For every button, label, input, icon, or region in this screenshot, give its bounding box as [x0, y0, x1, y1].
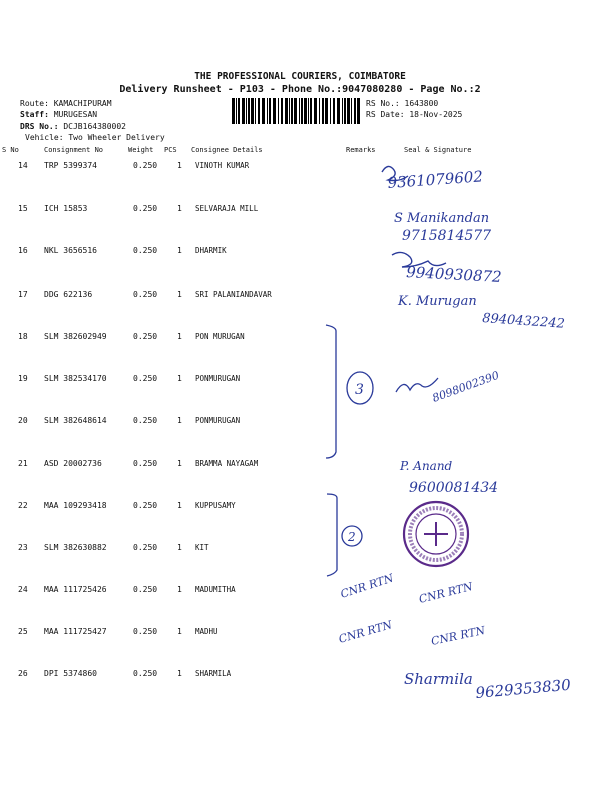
pcs-cell: 1: [177, 543, 182, 552]
col-pcs: PCS: [164, 146, 177, 154]
sno-cell: 18: [18, 332, 28, 341]
consignee-cell: SHARMILA: [195, 669, 232, 678]
barcode-bar: [255, 98, 256, 124]
barcode-bar: [299, 98, 300, 124]
sno-cell: 20: [18, 416, 28, 425]
consignee-cell: KIT: [195, 543, 209, 552]
weight-cell: 0.250: [133, 543, 158, 552]
barcode-bar: [351, 98, 352, 124]
sno-cell: 19: [18, 374, 28, 383]
consignee-cell: MADHU: [195, 627, 218, 636]
staff-line: [20, 110, 97, 119]
pcs-cell: 1: [177, 290, 182, 299]
barcode-bar: [248, 98, 250, 124]
sig15-phone: 9715814577: [402, 228, 492, 244]
col-weight: Weight: [128, 146, 154, 154]
bracket-18-20-count: 3: [355, 382, 364, 398]
table-row: [0, 627, 600, 643]
consignee-cell: BRAMMA NAYAGAM: [195, 459, 259, 468]
consignment-cell: ASD 20002736: [44, 459, 102, 468]
consignee-cell: SRI PALANIANDAVAR: [195, 290, 272, 299]
weight-cell: 0.250: [133, 585, 158, 594]
barcode-image: [232, 98, 360, 124]
weight-cell: 0.250: [133, 290, 158, 299]
consignee-cell: MADUMITHA: [195, 585, 236, 594]
barcode-bar: [325, 98, 328, 124]
runsheet-subtitle: Delivery Runsheet - P103 - Phone No.:9047080280 - Page No.:2: [119, 84, 481, 95]
sig16-phone: 9940930872: [405, 263, 503, 286]
staff-label: Staff:: [20, 110, 49, 119]
barcode-bar: [236, 98, 237, 124]
sig21-phone: 9600081434: [409, 480, 499, 496]
table-row: [0, 246, 600, 262]
table-row: [0, 543, 600, 559]
consignee-cell: KUPPUSAMY: [195, 501, 236, 510]
weight-cell: 0.250: [133, 416, 158, 425]
rs-date: RS Date: 18-Nov-2025: [366, 110, 463, 119]
table-row: [0, 585, 600, 601]
drs-value: DCJB164380002: [63, 122, 126, 131]
barcode-bar: [285, 98, 288, 124]
sno-cell: 23: [18, 543, 28, 552]
sno-cell: 14: [18, 161, 28, 170]
weight-cell: 0.250: [133, 161, 158, 170]
weight-cell: 0.250: [133, 246, 158, 255]
pcs-cell: 1: [177, 501, 182, 510]
sig18-20-phone: 8098002390: [430, 368, 501, 405]
sno-cell: 22: [18, 501, 28, 510]
pcs-cell: 1: [177, 669, 182, 678]
col-consignment: Consignment No: [44, 146, 104, 154]
consignment-cell: SLM 382602949: [44, 332, 107, 341]
barcode-bar: [251, 98, 254, 124]
consignee-cell: PONMURUGAN: [195, 374, 241, 383]
rs-number: RS No.: 1643800: [366, 99, 439, 108]
pcs-cell: 1: [177, 204, 182, 213]
barcode-bar: [273, 98, 276, 124]
weight-cell: 0.250: [133, 669, 158, 678]
weight-cell: 0.250: [133, 627, 158, 636]
sno-cell: 25: [18, 627, 28, 636]
consignment-cell: DDG 622136: [44, 290, 93, 299]
table-row: [0, 501, 600, 517]
pcs-cell: 1: [177, 459, 182, 468]
table-row: [0, 416, 600, 432]
sig17-name: K. Murugan: [398, 294, 477, 309]
barcode-bar: [357, 98, 360, 124]
barcode-bar: [258, 98, 260, 124]
barcode-bar: [301, 98, 303, 124]
weight-cell: 0.250: [133, 501, 158, 510]
consignee-cell: DHARMIK: [195, 246, 227, 255]
sno-cell: 24: [18, 585, 28, 594]
barcode-bar: [337, 98, 340, 124]
consignment-cell: DPI 5374860: [44, 669, 97, 678]
barcode-bar: [344, 98, 346, 124]
pcs-cell: 1: [177, 332, 182, 341]
barcode-bar: [304, 98, 307, 124]
barcode-bar: [333, 98, 335, 124]
barcode-bar: [354, 98, 356, 124]
cnr-rtn-24-remarks: CNR RTN: [338, 571, 396, 601]
sno-cell: 21: [18, 459, 28, 468]
barcode-bar: [281, 98, 283, 124]
barcode-bar: [232, 98, 235, 124]
sig14-phone: 9361079602: [387, 167, 484, 192]
barcode-bar: [319, 98, 320, 124]
staff-value: MURUGESAN: [53, 110, 98, 119]
pcs-cell: 1: [177, 627, 182, 636]
weight-cell: 0.250: [133, 332, 158, 341]
consignment-cell: SLM 382648614: [44, 416, 107, 425]
sig21-name: P. Anand: [400, 459, 453, 473]
consignment-cell: SLM 382534170: [44, 374, 107, 383]
col-consignee: Consignee Details: [191, 146, 263, 154]
sno-cell: 17: [18, 290, 28, 299]
consignment-cell: SLM 382630882: [44, 543, 107, 552]
barcode-bar: [238, 98, 240, 124]
barcode-bar: [267, 98, 268, 124]
company-title: THE PROFESSIONAL COURIERS, COIMBATORE: [194, 71, 406, 82]
sig17-phone: 8940432242: [481, 311, 566, 332]
sig26-name: Sharmila: [404, 670, 473, 688]
consignment-cell: NKL 3656516: [44, 246, 97, 255]
sno-cell: 15: [18, 204, 28, 213]
cnr-rtn-25-seal: CNR RTN: [429, 623, 487, 648]
barcode-bar: [246, 98, 247, 124]
weight-cell: 0.250: [133, 459, 158, 468]
consignment-cell: TRP 5399374: [44, 161, 97, 170]
sig15-name: S Manikandan: [394, 211, 490, 226]
table-row: [0, 161, 600, 177]
col-seal-signature: Seal & Signature: [404, 146, 472, 154]
pcs-cell: 1: [177, 246, 182, 255]
consignment-cell: MAA 109293418: [44, 501, 107, 510]
barcode-bar: [294, 98, 297, 124]
col-sno: S No: [2, 146, 19, 154]
barcode-bar: [269, 98, 271, 124]
consignment-cell: MAA 111725426: [44, 585, 107, 594]
table-row: [0, 290, 600, 306]
consignment-cell: ICH 15853: [44, 204, 88, 213]
drs-label: DRS No.:: [20, 122, 59, 131]
pcs-cell: 1: [177, 416, 182, 425]
pcs-cell: 1: [177, 374, 182, 383]
consignee-cell: PONMURUGAN: [195, 416, 241, 425]
weight-cell: 0.250: [133, 204, 158, 213]
barcode-bar: [342, 98, 343, 124]
vehicle-label: Vehicle: Two Wheeler Delivery: [25, 133, 165, 142]
col-remarks: Remarks: [346, 146, 376, 154]
barcode-bar: [291, 98, 293, 124]
consignee-cell: VINOTH KUMAR: [195, 161, 250, 170]
cnr-rtn-24-seal: CNR RTN: [417, 580, 474, 606]
table-row: [0, 459, 600, 475]
table-row: [0, 332, 600, 348]
drs-line: [20, 122, 126, 131]
barcode-bar: [330, 98, 331, 124]
barcode-bar: [310, 98, 312, 124]
barcode-bar: [322, 98, 324, 124]
barcode-bar: [289, 98, 290, 124]
barcode-bar: [314, 98, 317, 124]
table-row: [0, 669, 600, 685]
barcode-bar: [242, 98, 245, 124]
consignee-cell: PON MURUGAN: [195, 332, 245, 341]
route-label: Route: KAMACHIPURAM: [20, 99, 112, 108]
weight-cell: 0.250: [133, 374, 158, 383]
table-row: [0, 374, 600, 390]
consignment-cell: MAA 111725427: [44, 627, 107, 636]
sno-cell: 16: [18, 246, 28, 255]
barcode-bar: [308, 98, 309, 124]
cnr-rtn-25-remarks: CNR RTN: [337, 618, 394, 646]
barcode-bar: [347, 98, 350, 124]
sno-cell: 26: [18, 669, 28, 678]
pcs-cell: 1: [177, 161, 182, 170]
consignee-cell: SELVARAJA MILL: [195, 204, 259, 213]
barcode-bar: [262, 98, 265, 124]
sig26-phone: 9629353830: [474, 675, 572, 702]
table-row: [0, 204, 600, 220]
pcs-cell: 1: [177, 585, 182, 594]
barcode-bar: [278, 98, 279, 124]
bracket-22-23-count: 2: [348, 530, 356, 544]
